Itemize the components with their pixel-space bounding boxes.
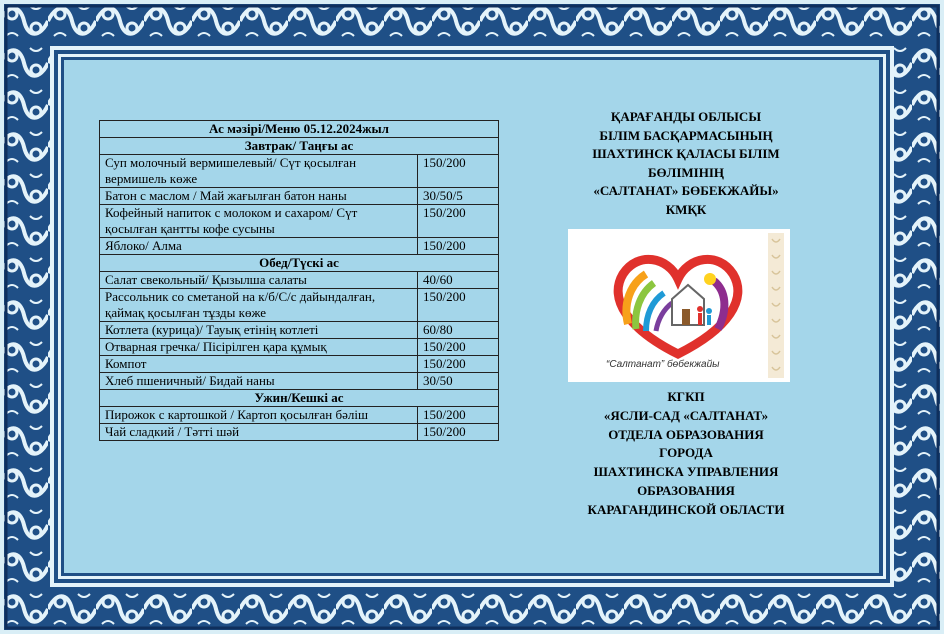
portion-size: 30/50/5 [418, 188, 499, 205]
menu-row [100, 356, 499, 373]
organization-name-kazakh [566, 108, 806, 219]
portion-size: 150/200 [418, 339, 499, 356]
section-header: Обед/Түскі ас [100, 255, 499, 272]
menu-row [100, 155, 499, 188]
dish-name: Пирожок с картошкой / Картоп қосылған бәліш [100, 407, 418, 424]
menu-row [100, 272, 499, 289]
menu-table [99, 120, 499, 441]
portion-size: 150/200 [418, 407, 499, 424]
dish-name: Отварная гречка/ Пісірілген қара құмық [100, 339, 418, 356]
dish-name: Котлета (курица)/ Тауық етінің котлеті [100, 322, 418, 339]
menu-row [100, 373, 499, 390]
dish-name: Яблоко/ Алма [100, 238, 418, 255]
org-line: КМҚК [665, 201, 707, 217]
org-line: БӨЛІМІНІҢ [647, 164, 725, 180]
dish-name: Салат свекольный/ Қызылша салаты [100, 272, 418, 289]
portion-size: 150/200 [418, 289, 499, 322]
portion-size: 60/80 [418, 322, 499, 339]
org-line: «САЛТАНАТ» БӨБЕКЖАЙЫ» [593, 183, 779, 198]
org-line: ОБРАЗОВАНИЯ [637, 482, 735, 498]
dish-name: Компот [100, 356, 418, 373]
menu-row [100, 188, 499, 205]
section-header: Завтрак/ Таңғы ас [100, 138, 499, 155]
menu-row [100, 424, 499, 441]
org-line: ШАХТИНСКА УПРАВЛЕНИЯ [593, 464, 779, 480]
org-line: ГОРОДА [659, 445, 713, 461]
portion-size: 30/50 [418, 373, 499, 390]
org-line: ОТДЕЛА ОБРАЗОВАНИЯ [608, 426, 764, 442]
dish-name: Суп молочный вермишелевый/ Сүт қосылған вермишель көже [100, 155, 418, 188]
menu-row [100, 238, 499, 255]
dish-name: Чай сладкий / Тәтті шәй [100, 424, 418, 441]
portion-size: 150/200 [418, 155, 499, 188]
menu-row [100, 289, 499, 322]
menu-row [100, 339, 499, 356]
menu-row [100, 407, 499, 424]
portion-size: 150/200 [418, 424, 499, 441]
menu-row [100, 322, 499, 339]
dish-name: Кофейный напиток с молоком и сахаром/ Сүт қосылған қантты кофе сусыны [100, 205, 418, 238]
dish-name: Батон с маслом / Май жағылған батон наны [100, 188, 418, 205]
menu-row [100, 205, 499, 238]
organization-name-russian [566, 388, 806, 520]
org-line: ҚАРАҒАНДЫ ОБЛЫСЫ [610, 109, 762, 124]
portion-size: 150/200 [418, 356, 499, 373]
org-line: ШАХТИНСК ҚАЛАСЫ БІЛІМ [592, 146, 780, 161]
org-line: БІЛІМ БАСҚАРМАСЫНЫҢ [599, 127, 773, 143]
org-line: КГКП [667, 389, 705, 404]
section-header: Ужин/Кешкі ас [100, 390, 499, 407]
org-line: КАРАГАНДИНСКОЙ ОБЛАСТИ [587, 501, 785, 517]
dish-name: Рассольник со сметаной на к/б/С/с дайындалған, қаймақ қосылған тұзды көже [100, 289, 418, 322]
dish-name: Хлеб пшеничный/ Бидай наны [100, 373, 418, 390]
saltanat-logo [568, 229, 790, 382]
logo-caption: “Салтанат” бөбекжайы [606, 359, 720, 370]
portion-size: 40/60 [418, 272, 499, 289]
portion-size: 150/200 [418, 238, 499, 255]
org-line: «ЯСЛИ-САД «САЛТАНАТ» [603, 407, 769, 423]
portion-size: 150/200 [418, 205, 499, 238]
menu-title: Ас мәзірі/Меню 05.12.2024жыл [100, 121, 499, 138]
